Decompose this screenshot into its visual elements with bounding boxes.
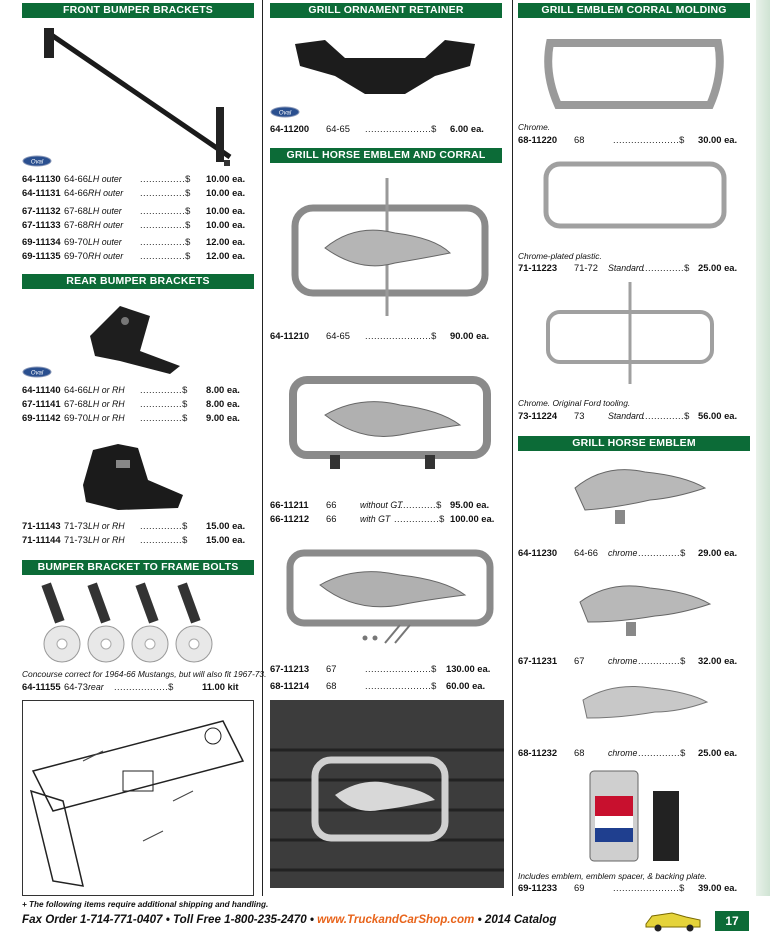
item-description: LH outer xyxy=(88,206,122,216)
footer-contact-line xyxy=(22,913,556,926)
price-row xyxy=(22,534,254,546)
price-row xyxy=(270,330,502,342)
model-years: 64-66 xyxy=(64,187,88,198)
price: 6.00 ea. xyxy=(450,123,484,134)
price: 56.00 ea. xyxy=(698,410,738,421)
corral-molding-note-1: Chrome. xyxy=(518,122,551,132)
leader-dots: ...............$ xyxy=(140,173,191,184)
item-description: LH or RH xyxy=(88,399,125,409)
rear-bumper-bracket-71-73-image xyxy=(78,440,188,515)
price-row xyxy=(22,398,254,410)
price-row xyxy=(270,499,502,511)
item-description: rear xyxy=(88,682,104,692)
yellow-car-icon xyxy=(642,908,704,932)
item-description: RH outer xyxy=(88,220,124,230)
model-years: 69-70 xyxy=(64,250,88,261)
rear-bumper-bracket-image xyxy=(80,296,190,376)
oval-logo-text: Oval xyxy=(30,159,44,166)
price: 10.00 ea. xyxy=(206,219,246,230)
price-row xyxy=(22,236,254,248)
model-years: 66 xyxy=(326,499,337,510)
grill-installed-photo xyxy=(270,700,504,888)
leader-dots: ......................$ xyxy=(365,330,437,341)
model-years: 69-70 xyxy=(64,412,88,423)
price: 12.00 ea. xyxy=(206,250,246,261)
price-row xyxy=(22,250,254,262)
corral-molding-note-2: Chrome-plated plastic. xyxy=(518,251,602,261)
leader-dots: ...............$ xyxy=(140,236,191,247)
item-description: without GT xyxy=(360,500,403,510)
item-description: LH or RH xyxy=(88,385,125,395)
part-number: 69-11135 xyxy=(22,250,61,261)
item-description: LH outer xyxy=(88,174,122,184)
part-number: 71-11223 xyxy=(518,262,558,273)
grill-horse-emblem-header: GRILL HORSE EMBLEM xyxy=(518,436,750,451)
price-row xyxy=(22,520,254,532)
model-years: 71-73 xyxy=(64,534,88,545)
model-years: 64-66 xyxy=(64,384,88,395)
part-number: 73-11224 xyxy=(518,410,558,421)
horse-corral-67-68-image xyxy=(285,545,495,650)
part-number: 71-11144 xyxy=(22,534,61,545)
item-description: chrome xyxy=(608,748,638,758)
part-number: 67-11133 xyxy=(22,219,61,230)
ford-oval-logo-icon xyxy=(22,366,52,378)
leader-dots: ...............$ xyxy=(140,219,191,230)
price-row xyxy=(22,173,254,185)
grill-emblem-corral-molding-header: GRILL EMBLEM CORRAL MOLDING xyxy=(518,3,750,18)
model-years: 67-68 xyxy=(64,398,88,409)
leader-dots: ..............$ xyxy=(638,547,686,558)
leader-dots: ...............$ xyxy=(140,250,191,261)
part-number: 67-11141 xyxy=(22,398,61,409)
price-row xyxy=(518,547,750,559)
price: 25.00 ea. xyxy=(698,747,738,758)
model-years: 64-73 xyxy=(64,681,88,692)
model-years: 71-73 xyxy=(64,520,88,531)
model-years: 67 xyxy=(326,663,337,674)
column-divider xyxy=(262,0,263,896)
horse-emblem-68-image xyxy=(575,678,715,730)
part-number: 66-11211 xyxy=(270,499,309,510)
price-row xyxy=(518,410,750,422)
item-description: LH or RH xyxy=(88,521,125,531)
part-number: 69-11142 xyxy=(22,412,61,423)
price: 90.00 ea. xyxy=(450,330,490,341)
separator: • xyxy=(474,913,485,926)
price-row xyxy=(270,513,502,525)
leader-dots: ..................$ xyxy=(114,681,174,692)
price-row xyxy=(22,205,254,217)
leader-dots: ..............$ xyxy=(642,262,690,273)
price-row xyxy=(518,655,750,667)
oval-logo-text: Oval xyxy=(30,370,44,377)
item-description: chrome xyxy=(608,548,638,558)
model-years: 67-68 xyxy=(64,205,88,216)
leader-dots: ......................$ xyxy=(613,134,685,145)
separator: • xyxy=(162,913,174,926)
price-row xyxy=(518,262,750,274)
frame-bolts-note: Concourse correct for 1964-66 Mustangs, but will also fit 1967-73. xyxy=(22,669,267,679)
price: 10.00 ea. xyxy=(206,205,246,216)
price: 10.00 ea. xyxy=(206,173,246,184)
leader-dots: ..............$ xyxy=(140,534,188,545)
model-years: 68 xyxy=(574,747,585,758)
corral-molding-note-3: Chrome. Original Ford tooling. xyxy=(518,398,631,408)
price: 11.00 kit xyxy=(202,681,239,692)
ford-oval-logo-icon xyxy=(22,155,52,167)
price: 10.00 ea. xyxy=(206,187,246,198)
horse-emblem-note: Includes emblem, emblem spacer, & backing plate. xyxy=(518,871,707,881)
leader-dots: ......................$ xyxy=(365,680,437,691)
price-row xyxy=(518,747,750,759)
part-number: 68-11214 xyxy=(270,680,310,691)
price: 15.00 ea. xyxy=(206,534,246,545)
price: 100.00 ea. xyxy=(450,513,495,524)
price-row xyxy=(270,123,502,135)
item-description: LH or RH xyxy=(88,535,125,545)
leader-dots: ...............$ xyxy=(394,513,445,524)
horse-emblem-67-image xyxy=(570,572,720,642)
part-number: 64-11155 xyxy=(22,681,61,692)
model-years: 73 xyxy=(574,410,585,421)
price-row xyxy=(22,384,254,396)
price: 60.00 ea. xyxy=(446,680,486,691)
website-link[interactable]: www.TruckandCarShop.com xyxy=(317,913,475,926)
price: 12.00 ea. xyxy=(206,236,246,247)
part-number: 66-11212 xyxy=(270,513,310,524)
price: 9.00 ea. xyxy=(206,412,240,423)
leader-dots: ..............$ xyxy=(140,520,188,531)
part-number: 67-11132 xyxy=(22,205,61,216)
part-number: 69-11233 xyxy=(518,882,558,893)
leader-dots: ..............$ xyxy=(140,398,188,409)
price-row xyxy=(270,680,502,692)
separator: • xyxy=(306,913,318,926)
leader-dots: ..............$ xyxy=(140,384,188,395)
part-number: 64-11200 xyxy=(270,123,310,134)
price: 29.00 ea. xyxy=(698,547,738,558)
part-number: 67-11231 xyxy=(518,655,558,666)
part-number: 68-11232 xyxy=(518,747,558,758)
price: 39.00 ea. xyxy=(698,882,738,893)
model-years: 69 xyxy=(574,882,585,893)
horse-corral-66-image xyxy=(285,370,495,475)
item-description: RH outer xyxy=(88,188,124,198)
fax-order: Fax Order 1-714-771-0407 xyxy=(22,913,163,926)
model-years: 68 xyxy=(326,680,337,691)
grill-ornament-retainer-header: GRILL ORNAMENT RETAINER xyxy=(270,3,502,18)
item-description: Standard xyxy=(608,263,644,273)
price-row xyxy=(22,681,254,693)
price-row xyxy=(22,219,254,231)
price: 32.00 ea. xyxy=(698,655,738,666)
grill-ornament-retainer-image xyxy=(285,36,485,102)
part-number: 71-11143 xyxy=(22,520,61,531)
grill-horse-emblem-corral-header: GRILL HORSE EMBLEM AND CORRAL xyxy=(270,148,502,163)
model-years: 67-68 xyxy=(64,219,88,230)
price: 15.00 ea. xyxy=(206,520,246,531)
bumper-bracket-frame-bolts-header: BUMPER BRACKET TO FRAME BOLTS xyxy=(22,560,254,575)
model-years: 69-70 xyxy=(64,236,88,247)
part-number: 64-11131 xyxy=(22,187,61,198)
leader-dots: ...............$ xyxy=(140,187,191,198)
corral-molding-73-image xyxy=(540,282,720,386)
leader-dots: ..............$ xyxy=(638,655,686,666)
bumper-assembly-diagram xyxy=(22,700,254,896)
horse-emblem-64-66-image xyxy=(565,458,715,530)
page-number: 17 xyxy=(715,911,749,931)
horse-corral-64-65-image xyxy=(285,178,495,318)
model-years: 71-72 xyxy=(574,262,598,273)
price: 95.00 ea. xyxy=(450,499,490,510)
model-years: 64-66 xyxy=(574,547,598,558)
price-row xyxy=(518,134,750,146)
leader-dots: ......................$ xyxy=(365,663,437,674)
catalog-year: 2014 Catalog xyxy=(484,913,557,926)
model-years: 64-65 xyxy=(326,330,350,341)
part-number: 69-11134 xyxy=(22,236,61,247)
corral-molding-68-image xyxy=(540,33,728,113)
rear-bumper-brackets-header: REAR BUMPER BRACKETS xyxy=(22,274,254,289)
part-number: 67-11213 xyxy=(270,663,310,674)
price: 25.00 ea. xyxy=(698,262,738,273)
leader-dots: ..............$ xyxy=(140,412,188,423)
item-description: RH outer xyxy=(88,251,124,261)
leader-dots: ......................$ xyxy=(613,882,685,893)
price-row xyxy=(270,663,502,675)
part-number: 64-11130 xyxy=(22,173,61,184)
page-edge-decoration xyxy=(756,0,770,896)
leader-dots: ......................$ xyxy=(365,123,437,134)
part-number: 64-11140 xyxy=(22,384,61,395)
item-description: Standard xyxy=(608,411,644,421)
ford-oval-logo-icon xyxy=(270,106,300,118)
shipping-note: + The following items require additional shipping and handling. xyxy=(22,900,269,909)
price-row xyxy=(518,882,750,894)
leader-dots: ..............$ xyxy=(642,410,690,421)
item-description: LH or RH xyxy=(88,413,125,423)
price: 8.00 ea. xyxy=(206,398,240,409)
toll-free: Toll Free 1-800-235-2470 xyxy=(173,913,307,926)
item-description: with GT xyxy=(360,514,391,524)
front-bumper-bracket-image xyxy=(40,22,240,167)
corral-molding-71-72-image xyxy=(540,158,730,233)
price-row xyxy=(22,187,254,199)
horse-emblem-69-kit-image xyxy=(585,766,695,866)
model-years: 68 xyxy=(574,134,585,145)
model-years: 64-65 xyxy=(326,123,350,134)
price: 130.00 ea. xyxy=(446,663,491,674)
leader-dots: ...............$ xyxy=(140,205,191,216)
model-years: 66 xyxy=(326,513,337,524)
model-years: 67 xyxy=(574,655,585,666)
column-divider xyxy=(512,0,513,896)
front-bumper-brackets-header: FRONT BUMPER BRACKETS xyxy=(22,3,254,18)
model-years: 64-66 xyxy=(64,173,88,184)
price: 8.00 ea. xyxy=(206,384,240,395)
part-number: 68-11220 xyxy=(518,134,558,145)
frame-bolts-image xyxy=(34,578,244,668)
leader-dots: ..............$ xyxy=(394,499,442,510)
price: 30.00 ea. xyxy=(698,134,738,145)
part-number: 64-11210 xyxy=(270,330,310,341)
item-description: chrome xyxy=(608,656,638,666)
price-row xyxy=(22,412,254,424)
leader-dots: ..............$ xyxy=(638,747,686,758)
item-description: LH outer xyxy=(88,237,122,247)
part-number: 64-11230 xyxy=(518,547,558,558)
oval-logo-text: Oval xyxy=(278,110,292,117)
